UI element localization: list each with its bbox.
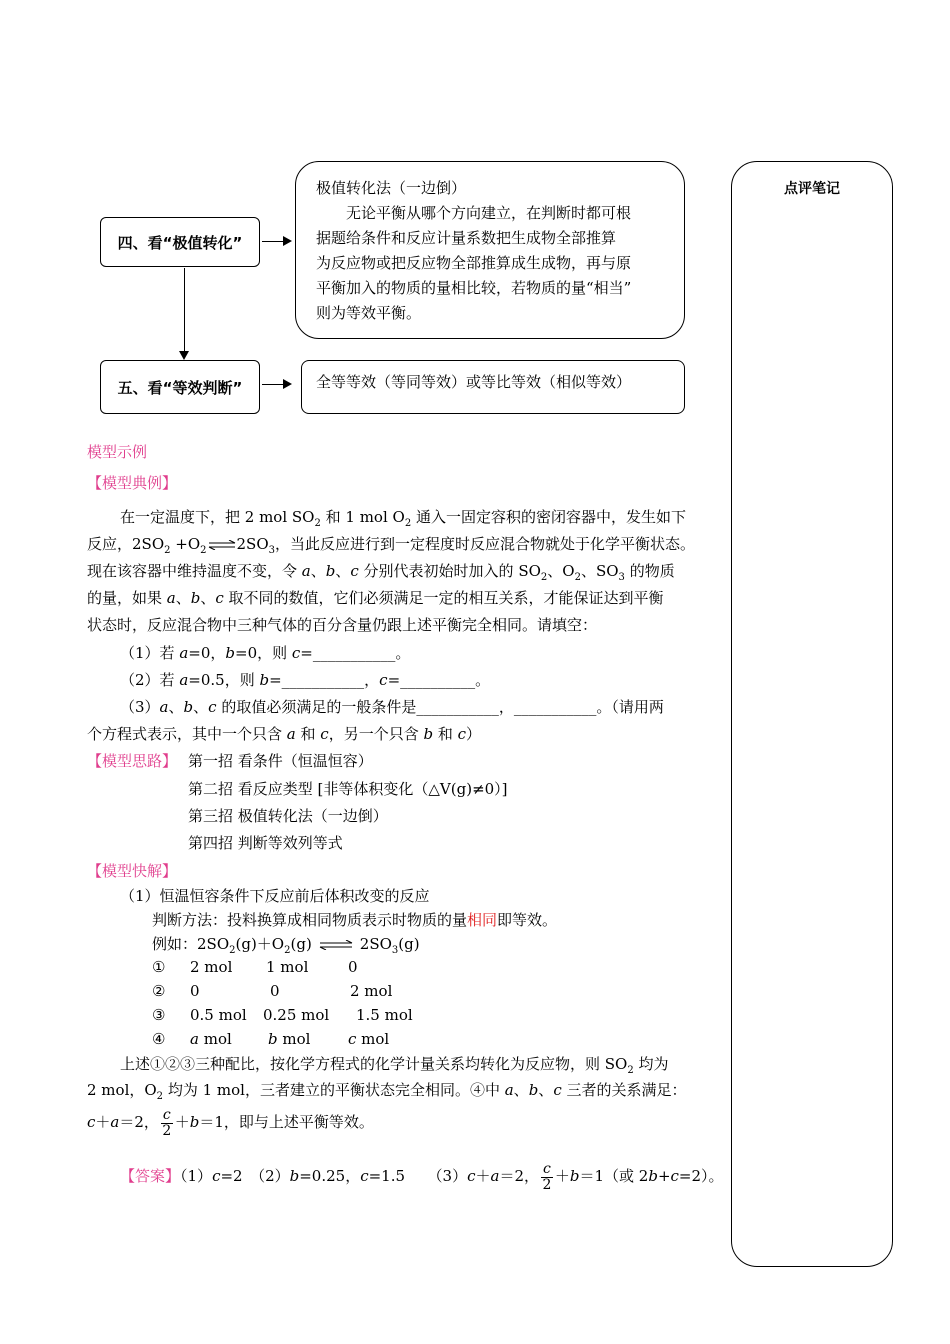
section-title: 模型示例 bbox=[87, 443, 148, 461]
problem-line-5: 状态时，反应混合物中三种气体的百分含量仍跟上述平衡完全相同。请填空： bbox=[87, 616, 598, 634]
problem-line-2: 反应，$2SO_2 +O_2$ $2SO_3$，当此反应进行到一定程度时反应混合物就处于化学平衡状态。 bbox=[87, 535, 696, 556]
question-3-cont: 个方程式表示，其中一个只含 a 和 c，另一个只含 b 和 c） bbox=[87, 725, 482, 743]
summary-line-1: 上述①②③三种配比，按化学方程式的化学计量关系均转化为反应物，则 $SO_2$ 均为 bbox=[120, 1055, 669, 1076]
tag-idea: 【模型思路】 bbox=[87, 752, 178, 770]
row-2-o2: 0 bbox=[270, 982, 280, 1000]
problem-line-4: 的量，如果 a、b、c 取不同的数值，它们必须满足一定的相互关系，才能保证达到平衡 bbox=[87, 589, 664, 607]
step-5-label: 五、看“等效判断” bbox=[117, 378, 243, 397]
idea-4: 第四招 判断等效列等式 bbox=[188, 834, 343, 852]
bubble-line-4: 平衡加入的物质的量相比较，若物质的量“相当” bbox=[316, 279, 632, 297]
method-line: 判断方法：投料换算成相同物质表示时物质的量相同即等效。 bbox=[152, 911, 558, 929]
problem-line-3: 现在该容器中维持温度不变，令 a、b、c 分别代表初始时加入的 $SO_2$、$O_2$、$SO_3$ 的物质 bbox=[87, 562, 675, 583]
fraction-c-over-2-answer: $\frac{c}{2}$ bbox=[542, 1160, 552, 1193]
tag-example: 【模型典例】 bbox=[87, 474, 178, 492]
summary-line-2: 2 mol，$O_2$ 均为 1 mol，三者建立的平衡状态完全相同。④中 a、b、c 三者的关系满足： bbox=[87, 1081, 687, 1102]
row-2-mark: ② bbox=[152, 982, 166, 1000]
row-3-so3: 1.5 mol bbox=[356, 1006, 413, 1024]
row-2-so2: 0 bbox=[190, 982, 200, 1000]
idea-2: 第二招 看反应类型 [非等体积变化（△V(g)≠0）] bbox=[188, 780, 508, 798]
idea-1: 第一招 看条件（恒温恒容） bbox=[188, 752, 373, 770]
answer-line: 【答案】（1）c=2 （2）b=0.25，c=1.5 （3）c＋a＝2， $\frac{c}{2}$ ＋b＝1（或 2b+c=2）。 bbox=[120, 1160, 724, 1193]
arrow-right-4 bbox=[262, 241, 290, 242]
row-1-mark: ① bbox=[152, 958, 166, 976]
row-3-so2: 0.5 mol bbox=[190, 1006, 247, 1024]
row-2-so3: 2 mol bbox=[350, 982, 393, 1000]
tag-quick: 【模型快解】 bbox=[87, 862, 178, 880]
arrow-right-5 bbox=[262, 384, 290, 385]
step-5-box bbox=[100, 360, 260, 414]
equilibrium-arrow-icon bbox=[207, 540, 237, 550]
arrow-down bbox=[184, 268, 185, 358]
row-4-so2: a mol bbox=[190, 1030, 232, 1048]
equivalence-box bbox=[301, 360, 685, 414]
bubble-line-1: 无论平衡从哪个方向建立，在判断时都可根 bbox=[346, 204, 632, 222]
row-4-mark: ④ bbox=[152, 1030, 166, 1048]
problem-line-1: 在一定温度下，把 2 mol $SO_2$ 和 1 mol $O_2$ 通入一固定容积的密闭容器中，发生如下 bbox=[120, 508, 686, 529]
row-4-so3: c mol bbox=[348, 1030, 390, 1048]
bubble-title: 极值转化法（一边倒） bbox=[316, 179, 467, 197]
row-1-o2: 1 mol bbox=[266, 958, 309, 976]
equivalence-text: 全等等效（等同等效）或等比等效（相似等效） bbox=[316, 373, 632, 391]
question-2: （2）若 a=0.5，则 b=___________，c=__________。 bbox=[120, 671, 491, 689]
row-3-mark: ③ bbox=[152, 1006, 166, 1024]
bubble-line-2: 据题给条件和反应计量系数把生成物全部推算 bbox=[316, 229, 617, 247]
step-4-box bbox=[100, 217, 260, 267]
row-3-o2: 0.25 mol bbox=[263, 1006, 330, 1024]
question-1: （1）若 a=0，b=0，则 c=___________。 bbox=[120, 644, 411, 662]
step-4-label: 四、看“极值转化” bbox=[117, 233, 243, 252]
notes-sidebar bbox=[731, 161, 893, 1267]
summary-line-3: c＋a＝2， $\frac{c}{2}$ ＋b＝1，即与上述平衡等效。 bbox=[87, 1106, 374, 1139]
ratio-table bbox=[152, 958, 452, 1054]
bubble-line-5: 则为等效平衡。 bbox=[316, 304, 422, 322]
idea-3: 第三招 极值转化法（一边倒） bbox=[188, 807, 388, 825]
question-3: （3）a、b、c 的取值必须满足的一般条件是___________，___________。（请用两 bbox=[120, 698, 664, 716]
row-1-so3: 0 bbox=[348, 958, 358, 976]
notes-title: 点评笔记 bbox=[784, 181, 840, 197]
example-equation: 例如：$2SO_2(g)+O_2(g)$ $2SO_3(g)$ bbox=[152, 935, 420, 956]
bubble-line-3: 为反应物或把反应物全部推算成生成物，再与原 bbox=[316, 254, 632, 272]
row-1-so2: 2 mol bbox=[190, 958, 233, 976]
extreme-conversion-bubble bbox=[295, 161, 685, 339]
equilibrium-arrow-icon bbox=[318, 940, 354, 950]
fraction-c-over-2: $\frac{c}{2}$ bbox=[162, 1106, 172, 1139]
tag-answer: 【答案】 bbox=[120, 1167, 181, 1185]
row-4-o2: b mol bbox=[268, 1030, 311, 1048]
quick-1: （1）恒温恒容条件下反应前后体积改变的反应 bbox=[120, 887, 430, 905]
